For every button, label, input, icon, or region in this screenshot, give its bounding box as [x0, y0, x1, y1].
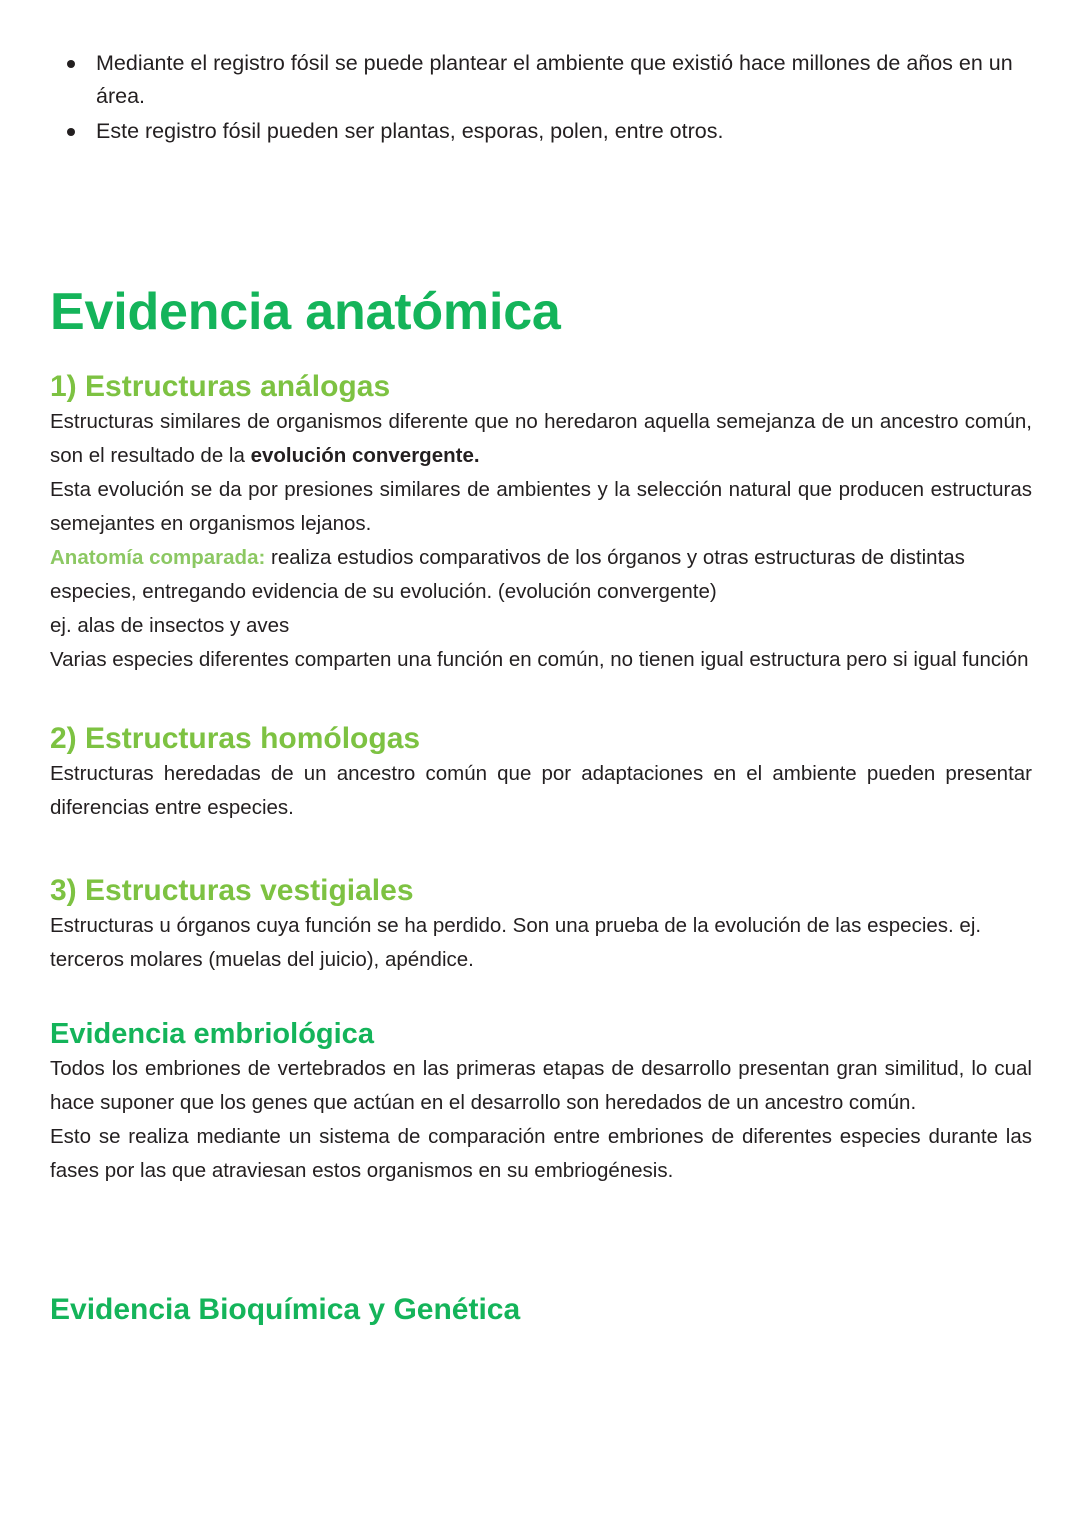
- heading-estructuras-homologas: 2) Estructuras homólogas: [50, 722, 421, 756]
- paragraph-analogas-explicacion: Esta evolución se da por presiones similares de ambientes y la selección natural que producen estructuras semejantes en organismos lejanos.: [50, 478, 1032, 536]
- heading-evidencia-embriologica: Evidencia embriológica: [50, 1018, 374, 1051]
- document-content: [50, 0, 1032, 1328]
- paragraph-varias-especies: Varias especies diferentes comparten una función en común, no tienen igual estructura pero si igual función: [50, 648, 1029, 672]
- paragraph-text: Estructuras similares de organismos diferente que no heredaron aquella semejanza de un ancestro común, son el resultado de la: [50, 410, 1032, 468]
- heading-estructuras-analogas: 1) Estructuras análogas: [50, 370, 391, 404]
- page-title: Evidencia anatómica: [50, 283, 561, 341]
- paragraph-ejemplo-alas: ej. alas de insectos y aves: [50, 614, 290, 638]
- intro-bullet-list: [50, 0, 1032, 148]
- heading-estructuras-vestigiales: 3) Estructuras vestigiales: [50, 874, 414, 908]
- paragraph-embriologica-1: Todos los embriones de vertebrados en las primeras etapas de desarrollo presentan gran similitud, lo cual hace suponer que los genes que actúan en el desarrollo son heredados de un ancestro común.: [50, 1057, 1032, 1115]
- paragraph-vestigiales: Estructuras u órganos cuya función se ha perdido. Son una prueba de la evolución de las especies. ej. terceros molares (muelas del juicio), apéndice.: [50, 914, 982, 972]
- paragraph-anatomia-comparada: [50, 541, 1032, 609]
- heading-evidencia-bioquimica-genetica: Evidencia Bioquímica y Genética: [50, 1293, 521, 1327]
- paragraph-embriologica-2: Esto se realiza mediante un sistema de comparación entre embriones de diferentes especies durante las fases por las que atraviesan estos organismos en su embriogénesis.: [50, 1125, 1032, 1183]
- paragraph-homologas: Estructuras heredadas de un ancestro común que por adaptaciones en el ambiente pueden presentar diferencias entre especies.: [50, 762, 1032, 820]
- bold-evolucion-convergente: evolución convergente.: [250, 444, 480, 468]
- list-item: Mediante el registro fósil se puede plantear el ambiente que existió hace millones de años en un área.: [50, 47, 1032, 113]
- label-anatomia-comparada: Anatomía comparada:: [50, 546, 266, 570]
- paragraph-analogas-definicion: [50, 405, 1032, 473]
- list-item: Este registro fósil pueden ser plantas, esporas, polen, entre otros.: [50, 115, 1032, 148]
- paragraph-text: realiza estudios comparativos de los órganos y otras estructuras de distintas especies, entregando evidencia de su evolución. (evolución convergente): [50, 546, 965, 604]
